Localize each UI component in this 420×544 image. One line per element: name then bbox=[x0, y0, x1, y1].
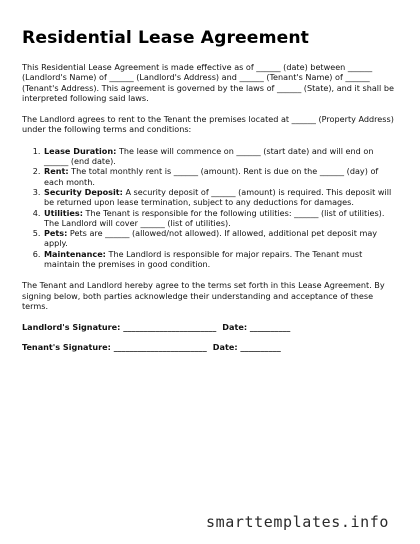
intro-paragraph: This Residential Lease Agreement is made effective as of ______ (date) between ______ (Landlord's Name) of ______ (Landlord's Address) and ______ (Tenant's Name) of ______ (Tenant's Address). This agreement is governed by the laws of ______ (State), and it shall be interpreted following said laws. bbox=[22, 62, 394, 103]
tenant-signature-label: Tenant's Signature: _______________________ bbox=[22, 342, 207, 353]
term-item-lease-duration bbox=[43, 146, 400, 167]
term-label: Security Deposit: bbox=[44, 186, 123, 197]
landlord-signature-line bbox=[22, 322, 400, 332]
footer-watermark: smarttemplates.info bbox=[206, 513, 389, 531]
landlord-signature-label: Landlord's Signature: _______________________ bbox=[22, 322, 217, 333]
term-label: Rent: bbox=[44, 166, 69, 177]
document-title: Residential Lease Agreement bbox=[22, 28, 309, 48]
term-text: The lease will commence on ______ (start date) and will end on ______ (end date). bbox=[44, 145, 374, 167]
tenant-signature-line bbox=[22, 342, 400, 352]
tenant-date-label: Date: __________ bbox=[212, 342, 281, 353]
term-text: The total monthly rent is ______ (amount). Rent is due on the ______ (day) of each month. bbox=[44, 166, 379, 187]
term-item-rent bbox=[43, 166, 400, 187]
term-item-utilities bbox=[43, 208, 400, 229]
terms-list bbox=[22, 146, 400, 270]
term-item-maintenance bbox=[43, 249, 400, 270]
term-item-pets bbox=[43, 228, 400, 249]
term-text: A security deposit of ______ (amount) is required. This deposit will be returned upon lease termination, subject to any deductions for damages. bbox=[44, 186, 392, 208]
term-text: The Tenant is responsible for the following utilities: ______ (list of utilities). The Landlord will cover ______ (list of utilities). bbox=[44, 207, 385, 228]
premises-paragraph: The Landlord agrees to rent to the Tenant the premises located at ______ (Property Address) under the following terms and conditions: bbox=[22, 114, 394, 135]
term-label: Pets: bbox=[44, 228, 68, 239]
term-text: Pets are ______ (allowed/not allowed). If allowed, additional pet deposit may apply. bbox=[44, 228, 378, 249]
term-label: Utilities: bbox=[44, 207, 83, 218]
term-label: Maintenance: bbox=[44, 248, 106, 259]
closing-paragraph: The Tenant and Landlord hereby agree to the terms set forth in this Lease Agreement. By signing below, both parties acknowledge their understanding and acceptance of these terms. bbox=[22, 280, 385, 311]
lease-document bbox=[22, 28, 400, 362]
term-label: Lease Duration: bbox=[44, 145, 117, 156]
landlord-date-label: Date: __________ bbox=[222, 322, 291, 333]
term-text: The Landlord is responsible for major repairs. The Tenant must maintain the premises in good condition. bbox=[44, 248, 363, 270]
term-item-security-deposit bbox=[43, 187, 400, 208]
